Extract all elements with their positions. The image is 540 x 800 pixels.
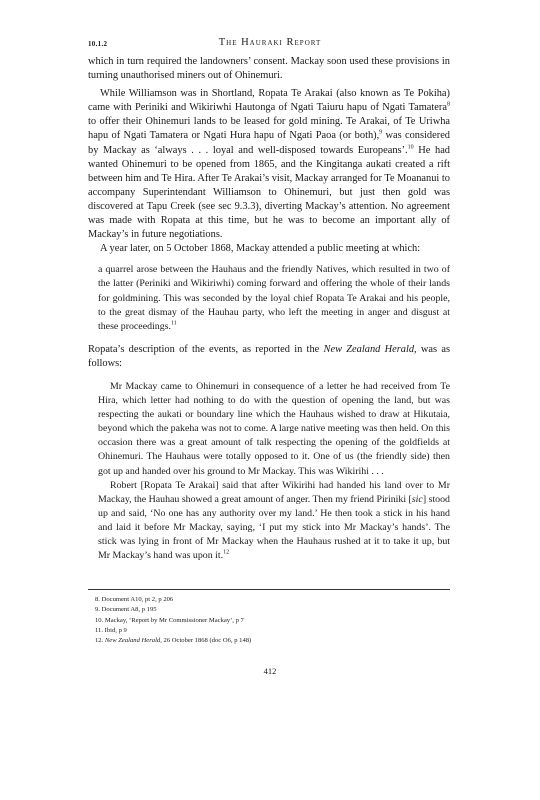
- paragraph-2: [88, 87, 450, 242]
- body-text: [88, 55, 450, 563]
- block-quote-1-text: a quarrel arose between the Hauhaus and the friendly Natives, which resulted in two of the latter (Periniki and Wikiriwhi) coming forward and offering the whole of their lands for goldmining. This was seconded by the loyal chief Ropata Te Arakai and his people, to the great dismay of the Hauhau party, who left the meeting in anger and disgust at these proceedings.: [98, 264, 450, 332]
- footnote-12-rest: , 26 October 1868 (doc O6, p 148): [160, 637, 252, 645]
- section-number: 10.1.2: [88, 40, 108, 48]
- block-quote-1: [88, 263, 450, 333]
- block-quote-2-text-2b: ] stood up and said, ‘No one has any authority over my land.’ He then took a stick in his hand and laid it before Mr Mackay, saying, ‘I put my stick into Mr Mackay’s hands’. The stick was lying in front of Mr Mackay when the Hauhaus rushed at it to take it up, but Mr Mackay’s hand was upon it.: [98, 493, 450, 562]
- footnotes: [95, 595, 450, 646]
- block-quote-1-paragraph: [98, 263, 450, 333]
- footnote-divider: [88, 589, 450, 590]
- footnote-ref-8: 8: [447, 101, 450, 108]
- footnote-ref-9: 9: [379, 130, 383, 136]
- footnote-11: 11. Ibid, p 9: [95, 626, 127, 634]
- footnote-10: 10. Mackay, ‘Report by Mr Commissioner Mackay’, p 7: [95, 616, 244, 624]
- footnote-8: 8. Document A10, pt 2, p 206: [95, 596, 174, 603]
- block-quote-2-text-2a: Robert [Ropata Te Arakai] said that after Wikirihi had handed his land over to Mr Mackay, the Hauhau showed a great amount of anger. Then my friend Piriniki [: [98, 479, 450, 505]
- block-quote-2-text-1: Mr Mackay came to Ohinemuri in consequence of a letter he had received from Te Hira, which letter had nothing to do with the question of opening the land, but was respecting the aukati or boundary line which the Hauhaus wished to draw at Hikutaia, beyond which the pakeha was not to come. A large native meeting was then held. On this occasion there was a great amount of talk respecting the opening of the goldfields at Ohinemuri. The Hauhaus were totally opposed to it. One of us (the friendly side) then got up and handed over his ground to Mr Mackay. This was Wikirihi . . .: [98, 380, 450, 477]
- footnote-12: [95, 636, 450, 646]
- paragraph-3: [88, 242, 450, 256]
- paragraph-4-text-a: Ropata’s description of the events, as reported in the: [88, 343, 324, 355]
- sic-marker: sic: [411, 493, 423, 505]
- page-number: 412: [263, 666, 277, 676]
- paragraph-2-text-c: was considered by Mackay as ‘always . . . loyal and well-disposed towards Europeans’.: [88, 130, 450, 156]
- paragraph-2-text-b: to offer their Ohinemuri lands to be leased for gold mining. Te Arakai, of Te Uriwha hapu of Ngati Tamatera or Ngati Hura hapu of Ngati Paoa (or both),: [88, 116, 450, 142]
- paragraph-3-text: A year later, on 5 October 1868, Mackay attended a public meeting at which:: [100, 243, 421, 255]
- paragraph-1: [88, 55, 450, 83]
- running-title: The Hauraki Report: [218, 37, 322, 48]
- block-quote-2-paragraph-1: [98, 380, 450, 479]
- footnote-12-title: New Zealand Herald: [104, 637, 161, 645]
- footnote-12-num: 12.: [95, 637, 105, 645]
- block-quote-2-paragraph-2: [98, 479, 450, 564]
- paragraph-2-text-d: He had wanted Ohinemuri to be opened from 1865, and the Kingitanga aukati created a rift between him and Te Hira. After Te Arakai’s visit, Mackay arranged for Te Moananui to accompany Superintendant Williamson to Ohinemuri, but just then gold was discovered at Tapu Creek (see sec 9.3.3), diverting Mackay’s attention. No agreement was made with Ropata at this time, but he was to become an important ally of Mackay’s in future negotiations.: [88, 144, 450, 241]
- footnote-ref-10: 10: [407, 144, 414, 151]
- footnote-ref-11: 11: [170, 320, 177, 327]
- paragraph-4: [88, 343, 450, 371]
- paragraph-4-text-b: , was as follows:: [88, 343, 451, 369]
- paragraph-2-text-a: While Williamson was in Shortland, Ropata Te Arakai (also known as Te Pokiha) came with Periniki and Wikiriwhi Hautonga of Ngati Taiuru hapu of Ngati Tamatera: [88, 88, 450, 114]
- newspaper-title: New Zealand Herald: [323, 343, 415, 355]
- paragraph-1-text: which in turn required the landowners’ consent. Mackay soon used these provisions in turning unauthorised miners out of Ohinemuri.: [88, 56, 450, 82]
- footnote-ref-12: 12: [223, 549, 230, 556]
- footnote-9: 9. Document A8, p 195: [95, 606, 157, 614]
- block-quote-2: [88, 380, 450, 563]
